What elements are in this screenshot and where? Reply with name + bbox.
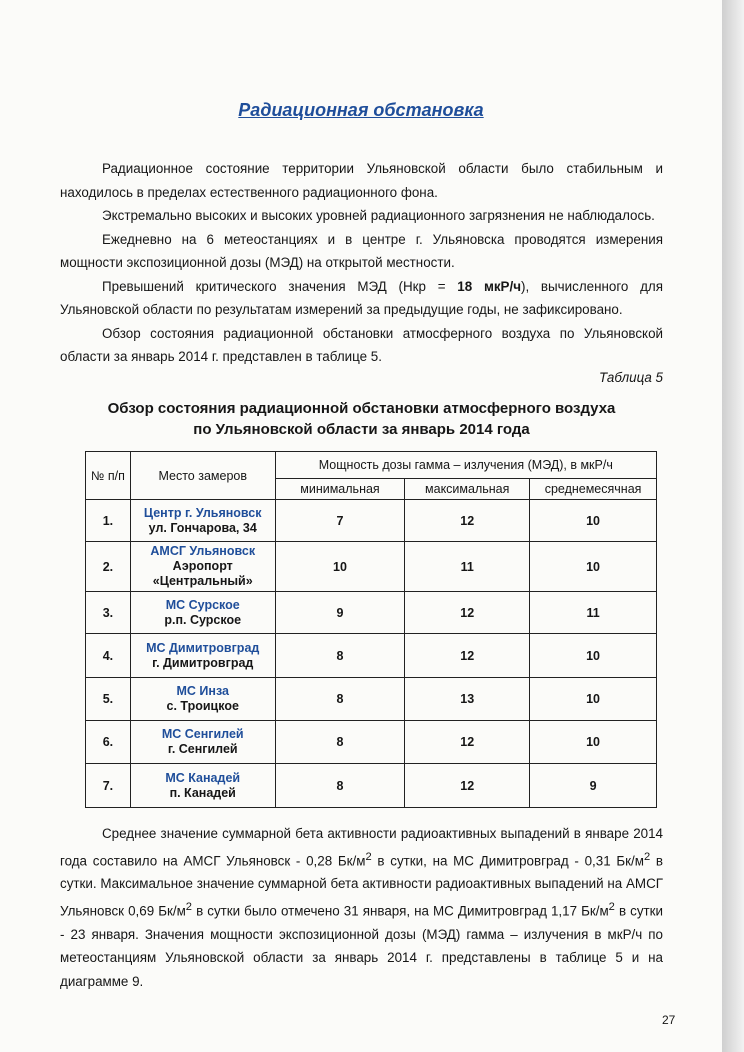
row-min: 8 xyxy=(275,678,405,721)
row-location: МС Димитровград г. Димитровград xyxy=(130,634,275,678)
table-row xyxy=(86,634,657,678)
row-avg: 10 xyxy=(530,721,657,764)
row-max: 12 xyxy=(405,721,530,764)
row-num: 6. xyxy=(86,721,131,764)
table-caption: Таблица 5 xyxy=(599,370,663,385)
row-avg: 9 xyxy=(530,764,657,808)
paragraph-beta: Среднее значение суммарной бета активности радиоактивных выпадений в январе 2014 года составило на АМСГ Ульяновск - 0,28 $Бк/м^2$ в сутки, на МС Димитровград - 0,31 $Бк/м^2$ в сутки. Максимальное значение суммарной бета активности радиоактивных выпадений на АМСГ Ульяновск 0,69 $Бк/м^2$ в сутки было отмечено 31 января, на МС Димитровград 1,17 $Бк/м^2$ в сутки - 23 января. Значения мощности экспозиционной дозы (МЭД) гамма – излучения в мкР/ч по метеостанциям Ульяновской области за январь 2014 г. представлены в таблице 5 и на диаграмме 9. xyxy=(60,826,664,989)
row-num: 4. xyxy=(86,634,131,678)
row-max: 11 xyxy=(405,542,530,592)
row-max: 12 xyxy=(405,500,530,542)
row-avg: 10 xyxy=(530,678,657,721)
table-row xyxy=(86,500,657,542)
paragraph: Экстремально высоких и высоких уровней радиационного загрязнения не наблюдалось. xyxy=(102,208,655,223)
table-row xyxy=(86,592,657,634)
row-min: 10 xyxy=(275,542,405,592)
header-num: № п/п xyxy=(86,452,131,500)
header-min: минимальная xyxy=(275,479,405,500)
row-max: 12 xyxy=(405,592,530,634)
critical-value: 18 мкР/ч xyxy=(457,278,521,294)
paragraph: Обзор состояния радиационной обстановки атмосферного воздуха по Ульяновской области за январь 2014 г. представлен в таблице 5. xyxy=(60,325,663,364)
row-location: МС Инза с. Троицкое xyxy=(130,678,275,721)
row-avg: 10 xyxy=(530,634,657,678)
row-num: 2. xyxy=(86,542,131,592)
row-max: 12 xyxy=(405,764,530,808)
table-header-row xyxy=(86,452,657,479)
row-max: 13 xyxy=(405,678,530,721)
beta-activity-text xyxy=(60,822,663,993)
row-location: МС Сурское р.п. Сурское xyxy=(130,592,275,634)
row-location: АМСГ Ульяновск Аэропорт «Центральный» xyxy=(130,542,275,592)
paragraph: Радиационное состояние территории Ульяновской области было стабильным и находилось в пределах естественного радиационного фона. xyxy=(60,161,663,200)
row-location: МС Сенгилей г. Сенгилей xyxy=(130,721,275,764)
row-min: 8 xyxy=(275,634,405,678)
page-number: 27 xyxy=(662,1013,676,1027)
row-min: 7 xyxy=(275,500,405,542)
row-min: 8 xyxy=(275,721,405,764)
table-row xyxy=(86,542,657,592)
page-edge xyxy=(722,0,744,1052)
header-max: максимальная xyxy=(405,479,530,500)
table-row xyxy=(86,764,657,808)
row-min: 8 xyxy=(275,764,405,808)
header-place: Место замеров xyxy=(130,452,275,500)
paragraph-critical: Превышений критического значения МЭД (Нкр = 18 мкР/ч), вычисленного для Ульяновской области по результатам измерений за предыдущие годы, не зафиксировано. xyxy=(60,278,663,317)
header-avg: среднемесячная xyxy=(530,479,657,500)
row-max: 12 xyxy=(405,634,530,678)
row-min: 9 xyxy=(275,592,405,634)
header-dose-group: Мощность дозы гамма – излучения (МЭД), в мкР/ч xyxy=(275,452,656,479)
table-row xyxy=(86,678,657,721)
paragraph: Ежедневно на 6 метеостанциях и в центре г. Ульяновска проводятся измерения мощности экспозиционной дозы (МЭД) на открытой местности. xyxy=(60,231,663,270)
row-avg: 10 xyxy=(530,542,657,592)
row-avg: 11 xyxy=(530,592,657,634)
row-num: 7. xyxy=(86,764,131,808)
radiation-table xyxy=(85,451,657,808)
row-avg: 10 xyxy=(530,500,657,542)
intro-text xyxy=(60,157,663,369)
table-row xyxy=(86,721,657,764)
row-location: Центр г. Ульяновск ул. Гончарова, 34 xyxy=(130,500,275,542)
row-num: 1. xyxy=(86,500,131,542)
row-num: 5. xyxy=(86,678,131,721)
section-title: Радиационная обстановка xyxy=(238,100,484,120)
table-title: Обзор состояния радиационной обстановки атмосферного воздуха по Ульяновской области за январь 2014 года xyxy=(107,400,616,438)
row-location: МС Канадей п. Канадей xyxy=(130,764,275,808)
row-num: 3. xyxy=(86,592,131,634)
